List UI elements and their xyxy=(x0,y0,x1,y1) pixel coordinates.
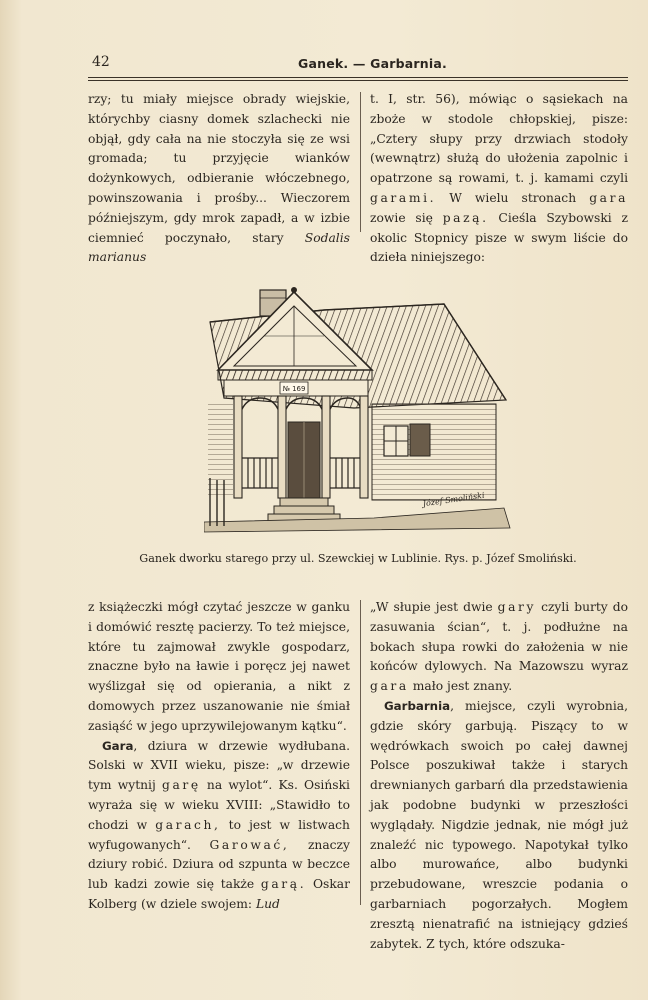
spaced-term: garą. xyxy=(260,877,307,892)
bottom-left-column xyxy=(88,598,350,915)
text: W wielu stronach xyxy=(449,190,577,205)
text: „W słupie jest dwie xyxy=(370,600,493,614)
text: Oskar Kolberg (w dziele swojem: xyxy=(88,877,350,911)
illustration-caption: Ganek dworku starego przy ul. Szewckiej w Lublinie. Rys. p. Józef Smoliński. xyxy=(139,552,577,565)
paragraph-gara xyxy=(88,737,350,915)
spaced-term: pazą. xyxy=(442,210,489,225)
spaced-term: gary xyxy=(497,600,537,614)
text: rzy; tu miały miejsce obrady wiejskie, którychby ciasny domek szlachecki nie objął, gdy cała na nie stoczyła się ze wsi gromada; tu przyjęcie wianków dożynkowych, odbieranie włóczebnego, powinszowania i prośby... Wieczorem późniejszym, gdy mrok zapadł, a w izbie ciemnieć poczynało, stary xyxy=(88,92,350,245)
text: t. I, str. 56), mówiąc o sąsiekach na zboże w stodole chłopskiej, pisze: „Cztery słupy przy drzwiach stodoły (wewnątrz) służą do ułożenia zapolnic i opatrzone są rowami, t. j. kamami czyli xyxy=(370,92,628,186)
text: Cieśla Szybowski z okolic Stopnicy pisze w swym liście do dzieła niniejszego: xyxy=(370,210,628,265)
page-header xyxy=(88,52,628,76)
spaced-term: garę xyxy=(161,778,201,793)
paragraph xyxy=(88,90,350,268)
text: czyli burty do zasuwania ścian“, t. j. podłużne na bokach słupa rowki do założenia w nie końców dylowych. Na Mazowszu wyraz xyxy=(370,600,628,674)
spaced-term: Garować, xyxy=(209,837,290,852)
house-number-plate: № 169 xyxy=(282,385,306,393)
paragraph xyxy=(370,598,628,697)
bottom-right-column xyxy=(370,598,628,954)
spaced-term: garach, xyxy=(155,817,221,832)
column-divider xyxy=(360,600,361,905)
paragraph-garbarnia xyxy=(370,697,628,954)
spaced-term: gara xyxy=(589,190,628,205)
text: , dziura w drzewie wydłubana. Solski w XVII wieku, pisze: „w drzewie tym wytnij xyxy=(88,738,350,793)
page-number: 42 xyxy=(92,54,110,70)
italic-term: Lud xyxy=(255,896,280,911)
text: znaczy dziury robić. Dziura od szpunta w beczce lub kadzi zowie się także xyxy=(88,837,350,892)
header-rule-double xyxy=(88,80,628,81)
text: zowie się xyxy=(370,210,433,225)
column-divider xyxy=(360,92,361,232)
text: na wylot“. Ks. Osiński wyraża się w wieku XVIII: „Stawidło to chodzi w xyxy=(88,778,350,832)
entry-term: Gara xyxy=(102,738,134,753)
text: , miejsce, czyli wyrobnia, gdzie skóry garbują. Piszący to w wędrówkach swoich po całej dawnej Polsce poszukiwał także i starych drewnianych garbarń dla przedstawienia jak podobne budynki w przeszłości wyglądały. Nigdzie jednak, nie mógł już znaleźć nic typowego. Napotykał tylko albo murowańce, albo budynki przebudowane, wreszcie podania o garbarniach pogorzałych. Mogłem zresztą nienatrafić na istniejący gdzieś zabytek. Z tych, które odszuka- xyxy=(370,698,628,951)
top-left-column xyxy=(88,90,350,268)
text: mało jest znany. xyxy=(412,679,513,694)
paragraph: z książeczki mógł czytać jeszcze w ganku i domówić resztę pacierzy. To też miejsce, które tu zajmował zwykle gospodarz, znaczne było na ławie i poręcz jej nawet wyślizgał się od opierania, a nikt z domowych przez uszanowanie nie śmiał zasiąść w jego uprzywilejowanym kątku“. xyxy=(88,600,350,733)
text: to jest w listwach wyfugowanych“. xyxy=(88,817,350,852)
spaced-term: gara xyxy=(370,679,409,694)
italic-term: Sodalis marianus xyxy=(88,230,350,265)
top-right-column xyxy=(370,90,628,268)
artist-signature: Józef Smoliński xyxy=(422,490,486,509)
porch-illustration xyxy=(204,282,512,534)
header-rule xyxy=(88,77,628,78)
entry-term: Garbarnia xyxy=(384,698,451,713)
spaced-term: garami. xyxy=(370,190,437,205)
paragraph xyxy=(370,90,628,268)
running-head: Ganek. — Garbarnia. xyxy=(298,56,447,71)
